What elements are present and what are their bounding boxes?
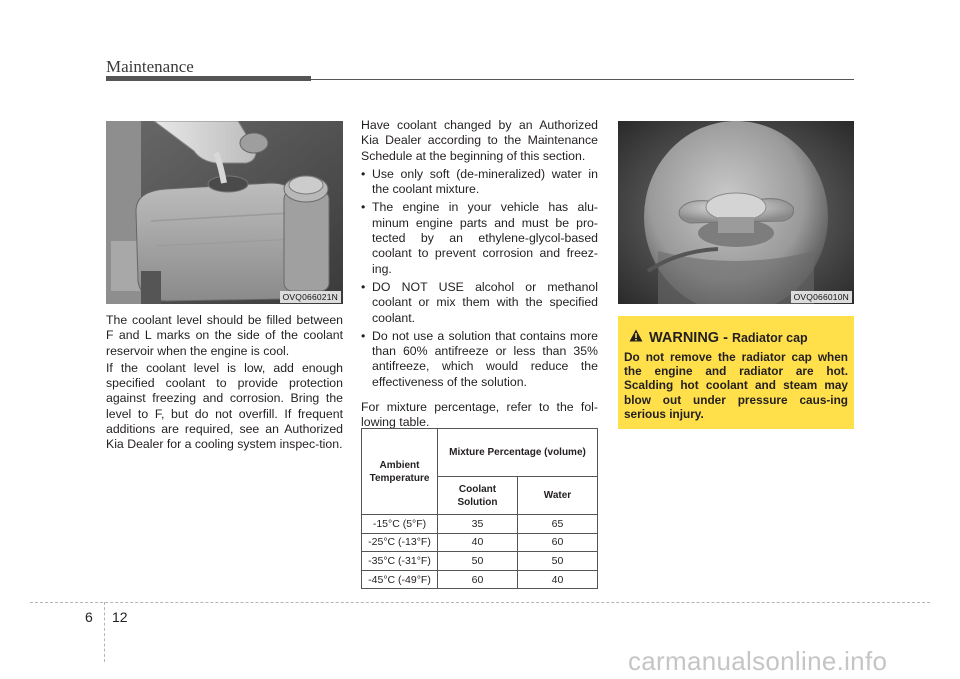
table-header-coolant: Coolant Solution (438, 477, 518, 515)
paragraph: The coolant level should be filled between F and L marks on the side of the coolant reservoir when the engine is cool. (106, 313, 343, 358)
table-header-ambient: Ambient Temperature (362, 429, 438, 515)
footer-rule (30, 602, 930, 603)
table-header-water: Water (518, 477, 598, 515)
photo-code: OVQ066021N (280, 291, 341, 303)
bullet-list (361, 167, 598, 390)
middle-column-text (361, 118, 598, 434)
list-item: • Do not use a solution that contains more than 60% antifreeze or less than 35% antifreeze, which would reduce the effectiveness of the solution. (361, 329, 598, 390)
mixture-table (361, 428, 598, 589)
warning-subtitle: Radiator cap (731, 331, 808, 345)
table-cell: 50 (438, 552, 518, 571)
table-cell: -15°C (5°F) (362, 515, 438, 534)
list-item: • The engine in your vehicle has alu-minum engine parts and must be pro-tected by an ethylene-glycol-based coolant to prevent corrosion and freez-ing. (361, 200, 598, 276)
radiator-cap-photo (618, 121, 854, 304)
coolant-reservoir-photo (106, 121, 343, 304)
table-cell: -45°C (-49°F) (362, 570, 438, 589)
table-cell: 35 (438, 515, 518, 534)
table-row (362, 570, 598, 589)
list-item: • DO NOT USE alcohol or methanol coolant or mix them with the specified coolant. (361, 280, 598, 326)
left-column-text (106, 313, 343, 455)
table-cell: -35°C (-31°F) (362, 552, 438, 571)
header-bar (106, 76, 311, 81)
footer-divider (104, 602, 105, 662)
table-cell: 40 (518, 570, 598, 589)
table-row (362, 533, 598, 552)
table-cell: -25°C (-13°F) (362, 533, 438, 552)
header-rule (311, 79, 854, 80)
list-item: • Use only soft (de-mineralized) water in the coolant mixture. (361, 167, 598, 198)
warning-box (618, 316, 854, 429)
table-cell: 60 (438, 570, 518, 589)
chapter-number: 6 (85, 609, 93, 625)
table-cell: 50 (518, 552, 598, 571)
warning-title (624, 329, 848, 347)
photo-code: OVQ066010N (791, 291, 852, 303)
paragraph: Have coolant changed by an Authorized Kia Dealer according to the Maintenance Schedule at the beginning of this section. (361, 118, 598, 163)
paragraph: For mixture percentage, refer to the fol-lowing table. (361, 400, 598, 430)
table-row (362, 552, 598, 571)
table-cell: 65 (518, 515, 598, 534)
paragraph: If the coolant level is low, add enough specified coolant to provide protection against freezing and corrosion. Bring the level to F, but do not overfill. If frequent additions are required, see an Authorized Kia Dealer for a cooling system inspec-tion. (106, 360, 343, 452)
table-cell: 60 (518, 533, 598, 552)
warning-body: Do not remove the radiator cap when the engine and radiator are hot. Scalding hot coolant and steam may blow out under pressure caus-ing serious injury. (624, 350, 848, 421)
warning-label: WARNING - (649, 330, 728, 346)
warning-triangle-icon (629, 329, 649, 347)
watermark: carmanualsonline.info (628, 646, 888, 676)
table-header-mixture: Mixture Percentage (volume) (438, 429, 598, 477)
page-number: 12 (112, 609, 128, 625)
table-cell: 40 (438, 533, 518, 552)
section-title: Maintenance (106, 57, 194, 76)
table-row (362, 515, 598, 534)
